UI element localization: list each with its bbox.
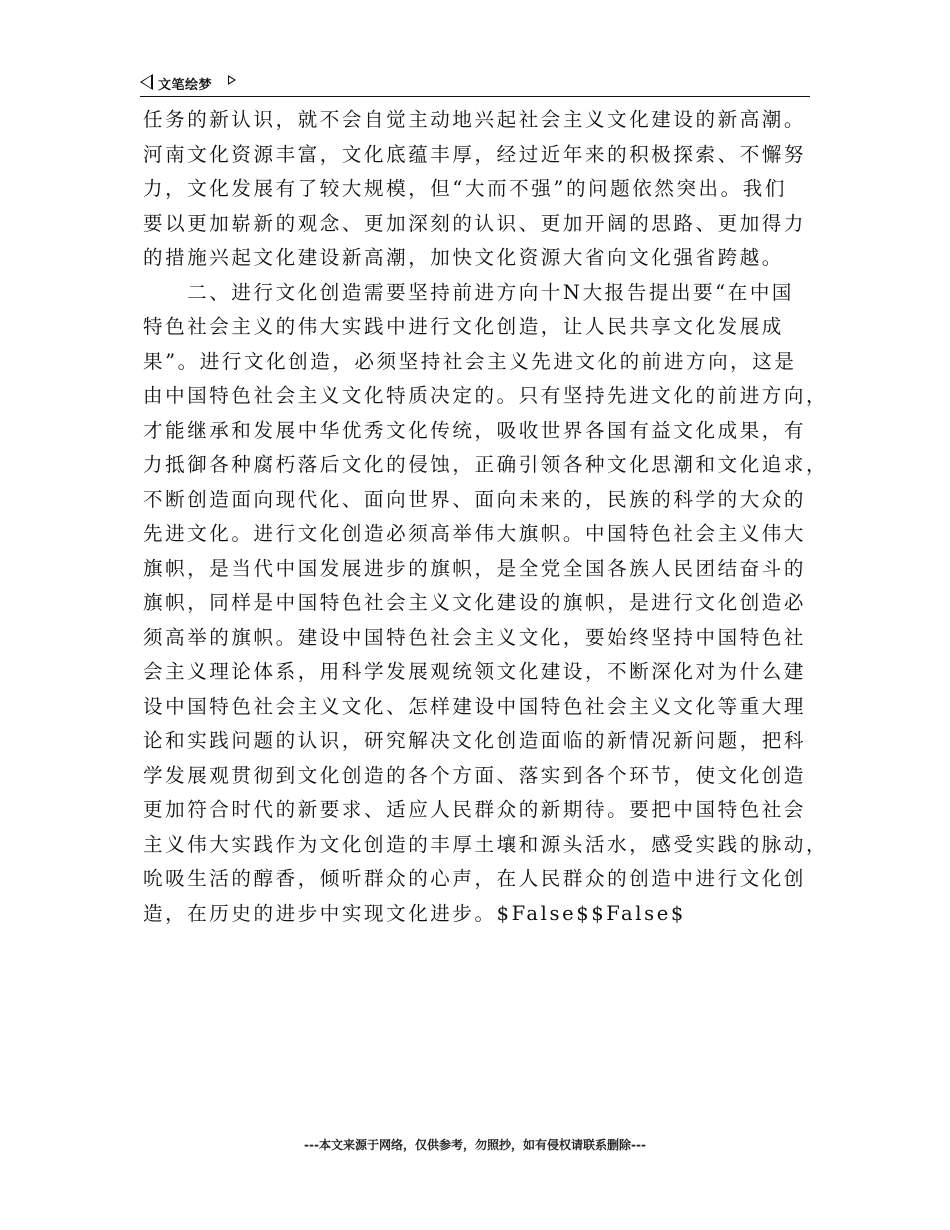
text-line: 设中国特色社会主义文化、怎样建设中国特色社会主义文化等重大理: [143, 694, 807, 718]
header-brand: 文笔绘梦: [158, 78, 213, 93]
text-line: 力，文化发展有了较大规模，但“大而不强”的问题依然突出。我们: [143, 177, 787, 200]
text-line: 才能继承和发展中华优秀文化传统，吸收世界各国有益文化成果，有: [143, 418, 807, 442]
text-line: 旗帜，是当代中国发展进步的旗帜，是全党全国各族人民团结奋斗的: [143, 556, 807, 580]
text-line: 特色社会主义的伟大实践中进行文化创造，让人民共享文化发展成: [143, 315, 784, 338]
right-triangle-icon: [228, 75, 236, 85]
text-line: 主义伟大实践作为文化创造的丰厚土壤和源头活水，感受实践的脉动，: [143, 832, 829, 856]
text-line: 须高举的旗帜。建设中国特色社会主义文化，要始终坚持中国特色社: [143, 625, 807, 649]
text-line: 河南文化资源丰富，文化底蕴丰厚，经过近年来的积极探索、不懈努: [143, 142, 807, 166]
page-header: [140, 70, 810, 97]
text-line: 吮吸生活的醇香，倾听群众的心声，在人民群众的创造中进行文化创: [143, 867, 807, 890]
text-line: 任务的新认识，就不会自觉主动地兴起社会主义文化建设的新高潮。: [143, 108, 807, 131]
text-line: 由中国特色社会主义文化特质决定的。只有坚持先进文化的前进方向，: [143, 384, 829, 407]
text-line: 更加符合时代的新要求、适应人民群众的新期待。要把中国特色社会: [143, 798, 807, 821]
text-line: 果”。进行文化创造，必须坚持社会主义先进文化的前进方向，这是: [143, 349, 797, 373]
page-footer-disclaimer: ---本文来源于网络，仅供参考，勿照抄，如有侵权请联系删除---: [304, 1138, 646, 1152]
text-line: 造，在历史的进步中实现文化进步。$False$$False$: [143, 901, 686, 925]
text-line: 先进文化。进行文化创造必须高举伟大旗帜。中国特色社会主义伟大: [143, 522, 807, 545]
left-triangle-icon: [140, 74, 153, 90]
text-line: 二、进行文化创造需要坚持前进方向十N大报告提出要“在中国: [143, 280, 795, 304]
text-line: 不断创造面向现代化、面向世界、面向未来的，民族的科学的大众的: [143, 487, 807, 511]
text-line: 的措施兴起文化建设新高潮，加快文化资源大省向文化强省跨越。: [143, 246, 784, 269]
text-line: 会主义理论体系，用科学发展观统领文化建设，不断深化对为什么建: [143, 660, 807, 683]
text-line: 旗帜，同样是中国特色社会主义文化建设的旗帜，是进行文化创造必: [143, 591, 807, 614]
text-line: 论和实践问题的认识，研究解决文化创造面临的新情况新问题，把科: [143, 729, 807, 752]
text-line: 学发展观贯彻到文化创造的各个方面、落实到各个环节，使文化创造: [143, 763, 807, 787]
document-body: [143, 103, 829, 931]
text-line: 要以更加崭新的观念、更加深刻的认识、更加开阔的思路、更加得力: [143, 211, 807, 235]
text-line: 力抵御各种腐朽落后文化的侵蚀，正确引领各种文化思潮和文化追求，: [143, 453, 829, 476]
